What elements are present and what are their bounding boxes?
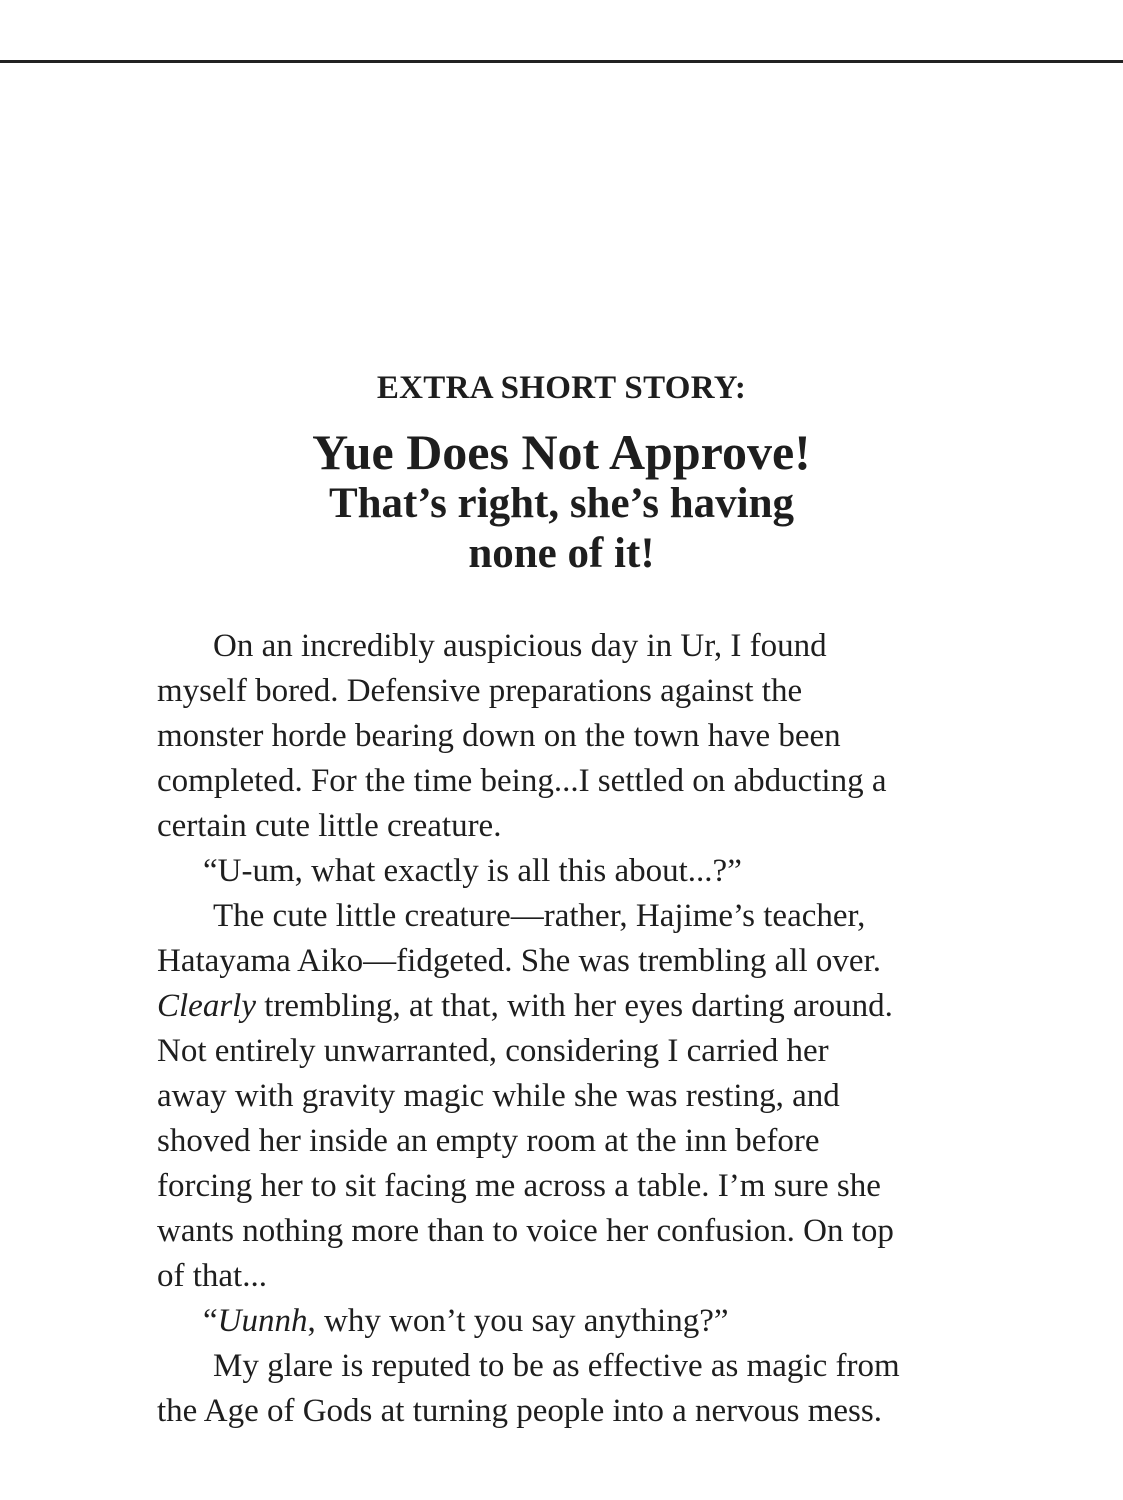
top-rule xyxy=(0,60,1123,63)
text-line: certain cute little creature. xyxy=(157,808,502,844)
text-line xyxy=(157,984,1007,1029)
story-title: Yue Does Not Approve! xyxy=(312,424,811,480)
subtitle-line: That’s right, she’s having xyxy=(328,480,795,527)
subtitle-line: none of it! xyxy=(468,530,655,577)
story-body xyxy=(157,624,1007,1434)
text-fragment: , why won’t you say anything?” xyxy=(307,1303,729,1339)
text-line: myself bored. Defensive preparations against the xyxy=(157,673,803,709)
text-line: the Age of Gods at turning people into a nervous mess. xyxy=(157,1393,882,1429)
emphasis-text: Clearly xyxy=(157,988,256,1024)
story-kicker: EXTRA SHORT STORY: xyxy=(376,370,747,406)
text-line: shoved her inside an empty room at the inn before xyxy=(157,1123,820,1159)
text-line: On an incredibly auspicious day in Ur, I found xyxy=(213,628,827,664)
dialogue-line: “U-um, what exactly is all this about...?” xyxy=(203,853,742,889)
text-fragment: trembling, at that, with her eyes darting around. xyxy=(255,988,893,1024)
text-line: wants nothing more than to voice her confusion. On top xyxy=(157,1213,894,1249)
story-subtitle xyxy=(0,479,1123,579)
text-line: The cute little creature—rather, Hajime’s teacher, xyxy=(213,898,866,934)
text-line: forcing her to sit facing me across a table. I’m sure she xyxy=(157,1168,881,1204)
text-line: monster horde bearing down on the town have been xyxy=(157,718,841,754)
text-line: Not entirely unwarranted, considering I carried her xyxy=(157,1033,829,1069)
text-line: away with gravity magic while she was resting, and xyxy=(157,1078,840,1114)
text-fragment: “ xyxy=(203,1303,218,1339)
text-line: Hatayama Aiko—fidgeted. She was trembling all over. xyxy=(157,943,881,979)
emphasis-text: Uunnh xyxy=(217,1303,308,1339)
text-line: completed. For the time being...I settled on abducting a xyxy=(157,763,887,799)
dialogue-line xyxy=(157,1299,1007,1344)
text-line: of that... xyxy=(157,1258,267,1294)
text-line: My glare is reputed to be as effective as magic from xyxy=(213,1348,900,1384)
